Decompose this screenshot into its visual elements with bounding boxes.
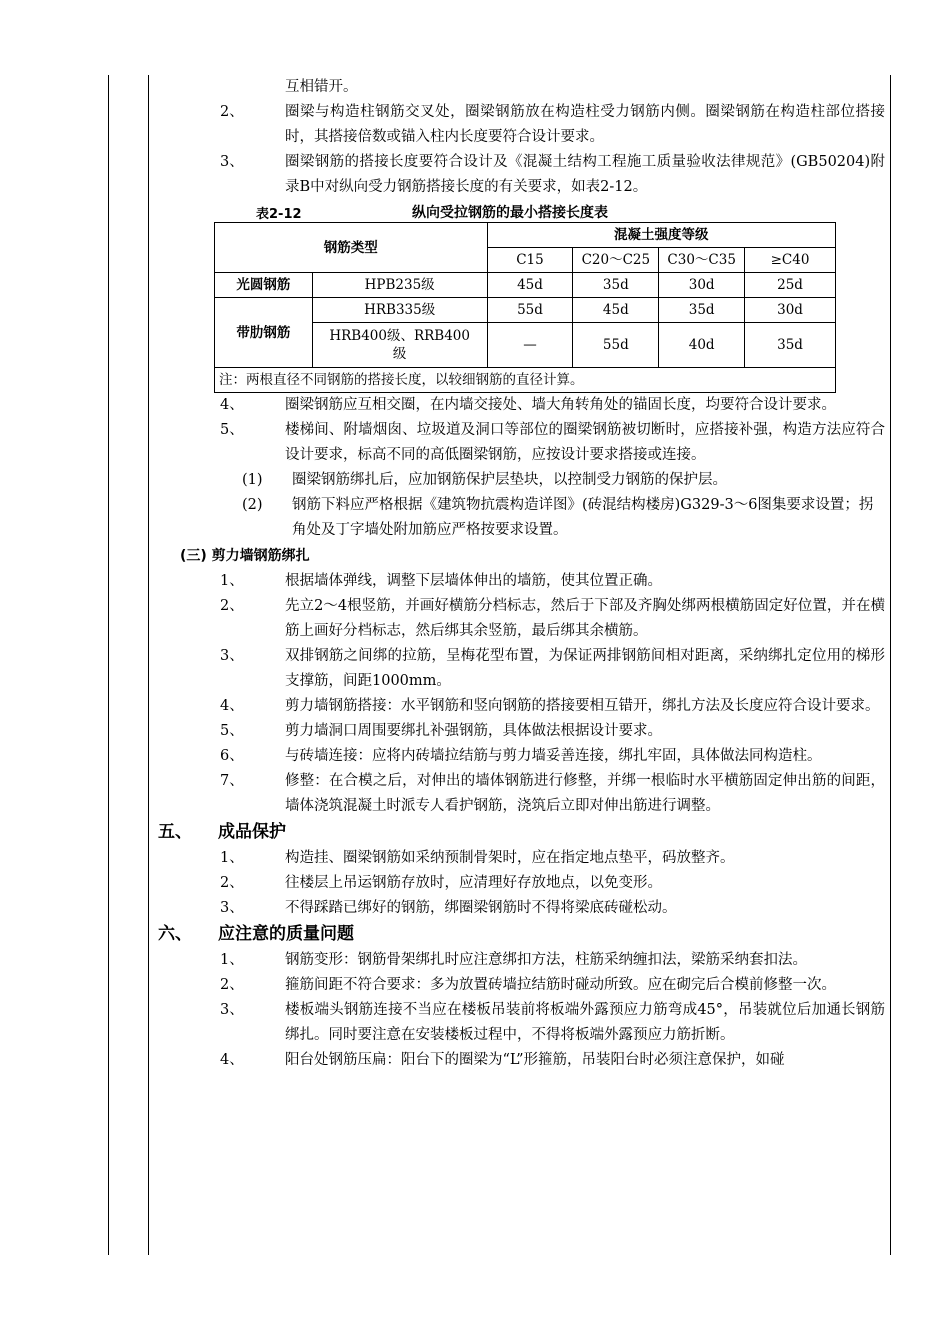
item-text: 楼板端头钢筋连接不当应在楼板吊装前将板端外露预应力筋弯成45°，吊装就位后加通长钢筋绑扎。同时要注意在安装楼板过程中，不得将板端外露预应力筋折断。 [285, 1002, 885, 1043]
value-cell: 35d [745, 323, 836, 368]
list-item [150, 719, 885, 744]
value-cell: 40d [659, 323, 745, 368]
item-number: 5、 [220, 723, 244, 739]
item-number: 2、 [220, 598, 244, 614]
list-item [150, 871, 885, 896]
sub-text: 圈梁钢筋绑扎后，应加钢筋保护层垫块，以控制受力钢筋的保护层。 [292, 472, 727, 488]
section-number: 六、 [158, 924, 192, 944]
item-number: 4、 [220, 698, 244, 714]
value-cell: 25d [745, 273, 836, 298]
section-title: 应注意的质量问题 [218, 924, 354, 944]
item-number: 3、 [220, 648, 244, 664]
section-number: 五、 [158, 822, 192, 842]
item-number: 6、 [220, 748, 244, 764]
item-text: 根据墙体弹线，调整下层墙体伸出的墙筋，使其位置正确。 [285, 573, 662, 589]
list-item [150, 896, 885, 921]
value-cell: 35d [659, 298, 745, 323]
item-text: 往楼层上吊运钢筋存放时，应清理好存放地点，以免变形。 [285, 875, 662, 891]
sub-number: (2) [242, 497, 263, 513]
item-text: 剪力墙钢筋搭接：水平钢筋和竖向钢筋的搭接要相互错开，绑扎方法及长度应符合设计要求。 [285, 698, 880, 714]
item-number: 3、 [220, 900, 244, 916]
table-row [215, 273, 836, 298]
item-text: 剪力墙洞口周围要绑扎补强钢筋，具体做法根据设计要求。 [285, 723, 662, 739]
value-cell: 35d [573, 273, 659, 298]
item-number: 3、 [220, 154, 244, 170]
list-item [150, 1048, 885, 1073]
sub-item [150, 468, 885, 493]
table-caption [150, 200, 885, 222]
item-text: 箍筋间距不符合要求：多为放置砖墙拉结筋时碰动所致。应在砌完后合模前修整一次。 [285, 977, 836, 993]
item-text: 不得踩踏已绑好的钢筋，绑圈梁钢筋时不得将梁底砖碰松动。 [285, 900, 677, 916]
table-note: 注：两根直径不同钢筋的搭接长度，以较细钢筋的直径计算。 [215, 368, 836, 393]
section-title: 成品保护 [218, 822, 286, 842]
header-rebar-type: 钢筋类型 [215, 223, 488, 273]
item-number: 1、 [220, 573, 244, 589]
grade-cell: C15 [487, 248, 573, 273]
item-number: 1、 [220, 850, 244, 866]
item-number: 4、 [220, 397, 244, 413]
document-body [150, 75, 885, 1073]
sub-text: 钢筋下料应严格根据《建筑物抗震构造详图》(砖混结构楼房)G329-3～6图集要求设置；拐角处及丁字墙处附加筋应严格按要求设置。 [292, 497, 874, 538]
column-divider [148, 75, 149, 1255]
value-cell: 45d [573, 298, 659, 323]
list-item [150, 998, 885, 1048]
sub-item [150, 493, 885, 543]
grade-cell: ≥C40 [745, 248, 836, 273]
item-text: 圈梁与构造柱钢筋交叉处，圈梁钢筋放在构造柱受力钢筋内侧。圈梁钢筋在构造柱部位搭接时，其搭接倍数或锚入柱内长度要符合设计要求。 [285, 104, 885, 145]
item-number: 2、 [220, 977, 244, 993]
item-text: 双排钢筋之间绑的拉筋，呈梅花型布置，为保证两排钢筋间相对距离，采纳绑扎定位用的梯形支撑筋，间距1000mm。 [285, 648, 885, 689]
group-label: 光圆钢筋 [215, 273, 313, 298]
rebar-grade: HPB235级 [312, 273, 487, 298]
rebar-grade: HRB335级 [312, 298, 487, 323]
item-number: 1、 [220, 952, 244, 968]
list-item [150, 948, 885, 973]
item-text: 圈梁钢筋的搭接长度要符合设计及《混凝土结构工程施工质量验收法律规范》(GB50204)附录B中对纵向受力钢筋搭接长度的有关要求，如表2-12。 [285, 154, 885, 195]
header-concrete-grade: 混凝土强度等级 [487, 223, 835, 248]
grade-cell: C30～C35 [659, 248, 745, 273]
lap-length-table [214, 222, 836, 393]
item-number: 2、 [220, 875, 244, 891]
table-title: 纵向受拉钢筋的最小搭接长度表 [412, 205, 608, 221]
list-item [150, 100, 885, 150]
item-text: 与砖墙连接：应将内砖墙拉结筋与剪力墙妥善连接，绑扎牢固，具体做法同构造柱。 [285, 748, 822, 764]
item-number: 3、 [220, 1002, 244, 1018]
list-item [150, 973, 885, 998]
subsection-heading: (三) 剪力墙钢筋绑扎 [180, 548, 310, 564]
rebar-grade: HRB400级、RRB400级 [312, 323, 487, 368]
item-number: 4、 [220, 1052, 244, 1068]
value-cell: 55d [573, 323, 659, 368]
item-text: 构造挂、圈梁钢筋如采纳预制骨架时，应在指定地点垫平，码放整齐。 [285, 850, 735, 866]
item-text: 钢筋变形：钢筋骨架绑扎时应注意绑扣方法，柱筋采纳缠扣法，梁筋采纳套扣法。 [285, 952, 807, 968]
list-item [150, 569, 885, 594]
item-text: 先立2～4根竖筋，并画好横筋分档标志，然后于下部及齐胸处绑两根横筋固定好位置，并在横筋上画好分档标志，然后绑其余竖筋，最后绑其余横筋。 [285, 598, 885, 639]
item-number: 2、 [220, 104, 244, 120]
item-text: 圈梁钢筋应互相交圈，在内墙交接处、墙大角转角处的锚固长度，均要符合设计要求。 [285, 397, 836, 413]
sub-number: (1) [242, 472, 263, 488]
list-item [150, 769, 885, 819]
list-item [150, 694, 885, 719]
section-heading-6 [150, 921, 885, 948]
value-cell: 30d [745, 298, 836, 323]
item-text: 修整：在合模之后，对伸出的墙体钢筋进行修整，并绑一根临时水平横筋固定伸出筋的间距，墙体浇筑混凝土时派专人看护钢筋，浇筑后立即对伸出筋进行调整。 [285, 773, 885, 814]
value-cell: 45d [487, 273, 573, 298]
group-label: 带肋钢筋 [215, 298, 313, 368]
continued-text: 互相错开。 [285, 79, 358, 95]
item-text: 阳台处钢筋压扁：阳台下的圈梁为“L”形箍筋，吊装阳台时必须注意保护，如碰 [285, 1052, 785, 1068]
table-row [215, 298, 836, 323]
list-item [150, 150, 885, 200]
list-item [150, 418, 885, 468]
item-number: 5、 [220, 422, 244, 438]
grade-cell: C20～C25 [573, 248, 659, 273]
table-label: 表2-12 [256, 207, 302, 222]
list-item [150, 644, 885, 694]
value-cell: 55d [487, 298, 573, 323]
item-text: 楼梯间、附墙烟囱、垃圾道及洞口等部位的圈梁钢筋被切断时，应搭接补强，构造方法应符合设计要求，标高不同的高低圈梁钢筋，应按设计要求搭接或连接。 [285, 422, 885, 463]
section-heading-5 [150, 819, 885, 846]
list-item [150, 393, 885, 418]
value-cell: — [487, 323, 573, 368]
item-number: 7、 [220, 773, 244, 789]
list-item [150, 846, 885, 871]
list-item [150, 594, 885, 644]
list-item [150, 744, 885, 769]
value-cell: 30d [659, 273, 745, 298]
